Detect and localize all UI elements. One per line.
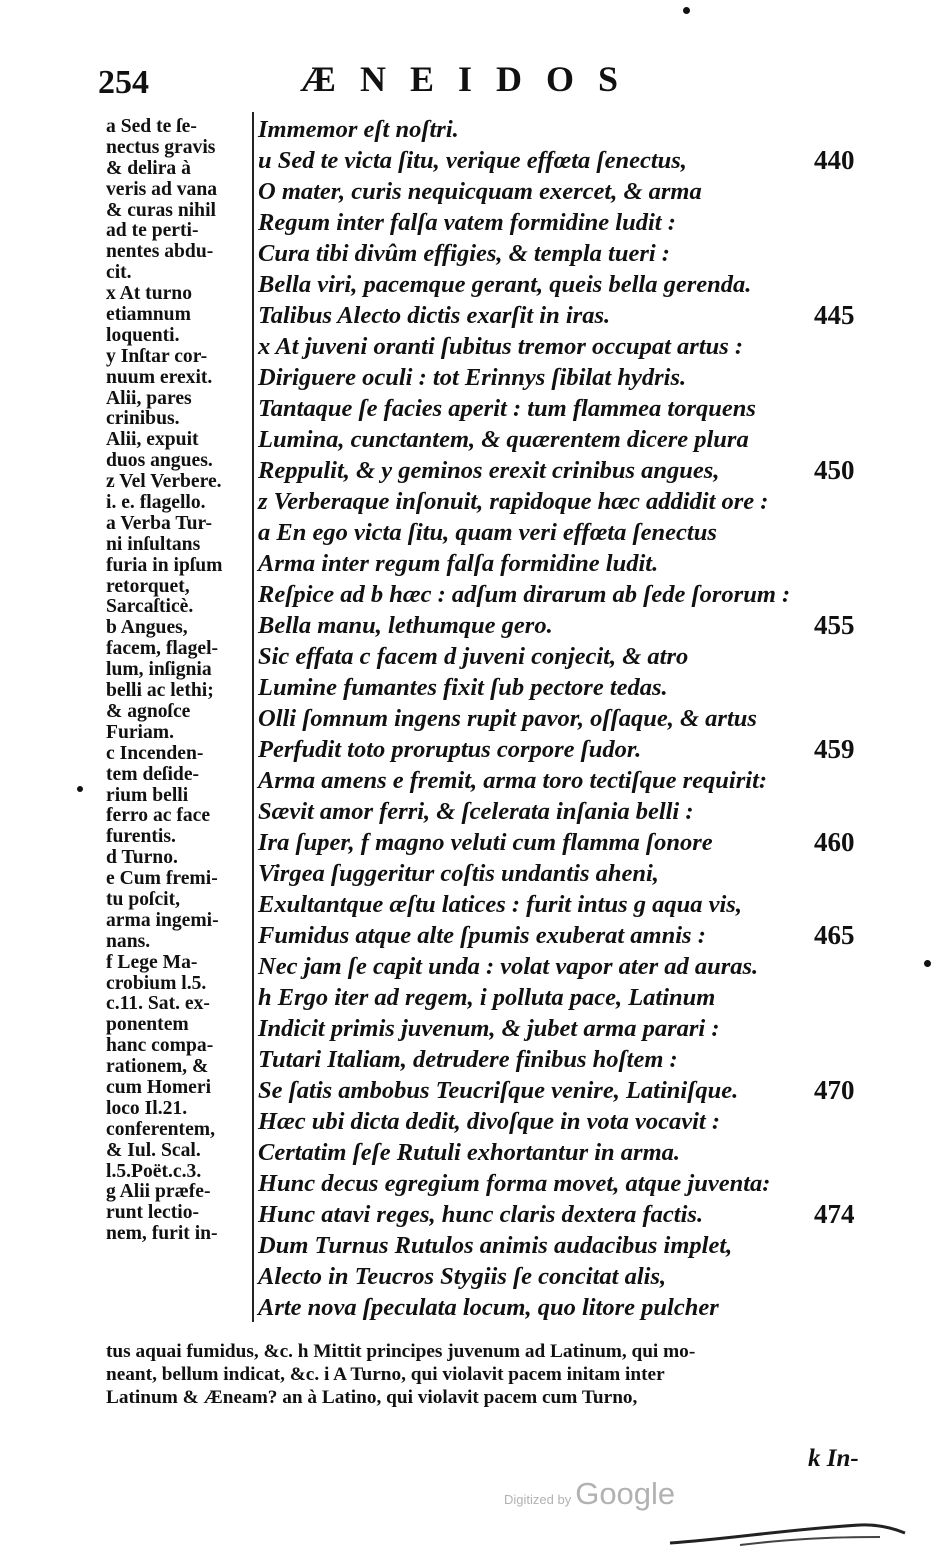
side-note-line: rium belli <box>106 785 189 806</box>
verse-line <box>258 114 868 145</box>
side-note-line: a Sed te ſe- <box>106 117 197 137</box>
verse-line <box>258 889 868 920</box>
verse-text: Cura tibi divûm effigies, & templa tueri : <box>258 240 670 267</box>
verse-text: Alecto in Teucros Stygiis ſe concitat alis, <box>258 1263 667 1290</box>
verse-text: Sævit amor ferri, & ſcelerata inſania belli : <box>258 798 694 825</box>
verse-line <box>258 982 868 1013</box>
verse-text: a En ego victa ſitu, quam veri effœta ſenectus <box>258 519 717 546</box>
verse-line <box>258 765 868 796</box>
verse-line <box>258 1199 868 1230</box>
footnote <box>106 1340 866 1409</box>
verse-text: x At juveni oranti ſubitus tremor occupat artus : <box>258 333 744 360</box>
verse-line <box>258 424 868 455</box>
side-notes <box>106 117 252 1245</box>
verse-text: Certatim ſeſe Rutuli exhortantur in arma. <box>258 1139 681 1166</box>
verse-text: Fumidus atque alte ſpumis exuberat amnis : <box>258 922 706 949</box>
verse-line <box>258 1137 868 1168</box>
verse-line <box>258 455 868 486</box>
line-number: 470 <box>814 1075 855 1105</box>
side-note-line: nans. <box>106 931 151 952</box>
column-divider <box>252 112 254 1322</box>
side-note-line: facem, flagel- <box>106 639 219 660</box>
verse-line <box>258 393 868 424</box>
line-number: 450 <box>814 455 855 485</box>
side-note-line: f Lege Ma- <box>106 952 198 973</box>
side-note-line: y Inſtar cor- <box>106 346 208 367</box>
verse-text: Sic effata c facem d juveni conjecit, & atro <box>258 643 689 670</box>
side-note-line: i. e. flagello. <box>106 493 206 514</box>
side-note-line: nem, furit in- <box>106 1224 218 1245</box>
side-note-line: & delira à <box>106 158 191 179</box>
verse-text: Ira ſuper, f magno veluti cum flamma ſonore <box>258 829 713 856</box>
verse-text: z Verberaque inſonuit, rapidoque hæc addidit ore : <box>258 488 769 515</box>
verse-line <box>258 548 868 579</box>
verse-column <box>258 114 868 1323</box>
side-note-line: tu poſcit, <box>106 889 181 910</box>
side-note-line: ad te perti- <box>106 221 199 242</box>
verse-line <box>258 362 868 393</box>
verse-text: Lumine fumantes fixit ſub pectore tedas. <box>258 674 668 701</box>
side-note-line: & Iul. Scal. <box>106 1140 201 1161</box>
verse-line <box>258 1075 868 1106</box>
verse-text: Talibus Alecto dictis exarſit in iras. <box>258 302 611 329</box>
line-number: 465 <box>814 920 855 950</box>
verse-line <box>258 331 868 362</box>
page-number: 254 <box>98 64 149 101</box>
verse-text: Nec jam ſe capit unda : volat vapor ater ad auras. <box>258 953 759 980</box>
verse-line <box>258 641 868 672</box>
side-note-line: hanc compa- <box>106 1036 214 1057</box>
verse-line <box>258 703 868 734</box>
side-note-line: lum, inſignia <box>106 660 212 681</box>
side-note-line: a Verba Tur- <box>106 513 212 534</box>
side-note-line: loco Il.21. <box>106 1098 188 1119</box>
footnote-line: neant, bellum indicat, &c. i A Turno, qui violavit pacem initam inter <box>106 1364 665 1385</box>
running-title: ÆNEIDOS <box>300 59 643 99</box>
verse-line <box>258 486 868 517</box>
side-note-line: g Alii præfe- <box>106 1182 211 1203</box>
ink-speck <box>77 786 83 792</box>
side-note-line: c Incenden- <box>106 743 204 764</box>
verse-text: Bella viri, pacemque gerant, queis bella gerenda. <box>258 271 752 298</box>
verse-line <box>258 238 868 269</box>
verse-text: Arte nova ſpeculata locum, quo litore pulcher <box>258 1294 719 1321</box>
side-note-line: furia in ipſum <box>106 555 223 576</box>
side-note-line: Furiam. <box>106 722 175 743</box>
side-note-line: veris ad vana <box>106 179 218 200</box>
verse-line <box>258 176 868 207</box>
verse-line <box>258 269 868 300</box>
verse-line <box>258 1013 868 1044</box>
side-note-line: tem deſide- <box>106 764 200 785</box>
verse-line <box>258 610 868 641</box>
catchword: k In- <box>808 1445 859 1472</box>
side-note-line: Alii, pares <box>106 388 192 409</box>
side-note-line: conferentem, <box>106 1119 215 1140</box>
line-number: 440 <box>814 145 855 175</box>
verse-text: Indicit primis juvenum, & jubet arma parari : <box>258 1015 720 1042</box>
verse-text: Perfudit toto proruptus corpore ſudor. <box>258 736 642 763</box>
verse-line <box>258 1230 868 1261</box>
side-note-line: z Vel Verbere. <box>106 472 222 493</box>
line-number: 445 <box>814 300 855 330</box>
line-number: 455 <box>814 610 855 640</box>
verse-text: Hæc ubi dicta dedit, divoſque in vota vocavit : <box>258 1108 721 1135</box>
verse-text: Exultantque æſtu latices : furit intus g aqua vis, <box>258 891 742 918</box>
side-note-line: x At turno <box>106 284 192 305</box>
side-note-line: & curas nihil <box>106 200 216 221</box>
side-note-line: & agnoſce <box>106 701 191 722</box>
side-note-line: cum Homeri <box>106 1077 212 1098</box>
line-number: 474 <box>814 1199 855 1229</box>
verse-line <box>258 145 868 176</box>
verse-text: Olli ſomnum ingens rupit pavor, oſſaque, & artus <box>258 705 757 732</box>
verse-text: Virgea ſuggeritur coſtis undantis aheni, <box>258 860 659 887</box>
verse-text: Diriguere oculi : tot Erinnys ſibilat hydris. <box>258 364 687 391</box>
verse-text: u Sed te victa ſitu, verique effœta ſenectus, <box>258 147 687 174</box>
side-note-line: ni inſultans <box>106 534 201 555</box>
footnote-line: Latinum & Æneam? an à Latino, qui violavit pacem cum Turno, <box>106 1387 638 1408</box>
side-note-line: c.11. Sat. ex- <box>106 994 210 1015</box>
side-note-line: nentes abdu- <box>106 242 214 263</box>
ink-speck <box>924 960 931 967</box>
side-note-line: l.5.Poët.c.3. <box>106 1161 202 1182</box>
side-note-line: b Angues, <box>106 618 188 639</box>
side-note-line: runt lectio- <box>106 1203 200 1224</box>
verse-text: Arma inter regum falſa formidine ludit. <box>258 550 659 577</box>
side-note-line: d Turno. <box>106 848 178 869</box>
verse-text: Tutari Italiam, detrudere finibus hoſtem : <box>258 1046 678 1073</box>
footnote-line: tus aquai fumidus, &c. h Mittit principes juvenum ad Latinum, qui mo- <box>106 1341 696 1362</box>
watermark-prefix: Digitized by <box>504 1492 572 1507</box>
verse-line <box>258 207 868 238</box>
side-note-line: arma ingemi- <box>106 910 219 931</box>
verse-text: Tantaque ſe facies aperit : tum flammea torquens <box>258 395 756 422</box>
verse-text: Reppulit, & y geminos erexit crinibus angues, <box>258 457 720 484</box>
side-note-line: loquenti. <box>106 325 180 346</box>
verse-line <box>258 827 868 858</box>
google-wordmark: Google <box>575 1476 676 1511</box>
verse-text: Lumina, cunctantem, & quærentem dicere plura <box>258 426 749 453</box>
side-note-line: nectus gravis <box>106 137 216 158</box>
side-note-line: crobium l.5. <box>106 973 207 994</box>
verse-text: Dum Turnus Rutulos animis audacibus implet, <box>258 1232 733 1259</box>
side-note-line: ferro ac face <box>106 806 211 827</box>
side-note-line: rationem, & <box>106 1057 209 1078</box>
page-edge-smudge <box>660 1509 910 1549</box>
verse-line <box>258 1292 868 1323</box>
verse-text: Immemor eſt noſtri. <box>258 116 459 143</box>
verse-text: Bella manu, lethumque gero. <box>258 612 553 639</box>
side-note-line: retorquet, <box>106 576 190 597</box>
verse-line <box>258 579 868 610</box>
digitized-watermark <box>504 1476 675 1512</box>
line-number: 459 <box>814 734 855 764</box>
verse-line <box>258 1044 868 1075</box>
verse-text: Se ſatis ambobus Teucriſque venire, Latiniſque. <box>258 1077 739 1104</box>
verse-text: Hunc decus egregium forma movet, atque juventa: <box>258 1170 771 1197</box>
verse-text: Arma amens e fremit, arma toro tectiſque requirit: <box>258 767 768 794</box>
verse-text: O mater, curis nequicquam exercet, & arma <box>258 178 702 205</box>
side-note-line: furentis. <box>106 827 176 848</box>
side-note-line: Alii, expuit <box>106 430 199 451</box>
verse-line <box>258 920 868 951</box>
verse-line <box>258 796 868 827</box>
ink-speck <box>683 7 690 14</box>
side-note-line: belli ac lethi; <box>106 681 214 702</box>
line-number: 460 <box>814 827 855 857</box>
side-note-line: e Cum fremi- <box>106 869 218 890</box>
verse-text: Reſpice ad b hæc : adſum dirarum ab ſede ſororum : <box>258 581 791 608</box>
verse-line <box>258 672 868 703</box>
verse-text: Regum inter falſa vatem formidine ludit : <box>258 209 676 236</box>
side-note-line: Sarcaſticè. <box>106 597 194 618</box>
verse-text: h Ergo iter ad regem, i polluta pace, Latinum <box>258 984 716 1011</box>
verse-line <box>258 517 868 548</box>
verse-line <box>258 1106 868 1137</box>
side-note-line: cit. <box>106 263 132 284</box>
verse-line <box>258 1261 868 1292</box>
side-note-line: nuum erexit. <box>106 367 213 388</box>
verse-text: Hunc atavi reges, hunc claris dextera factis. <box>258 1201 704 1228</box>
side-note-line: ponentem <box>106 1015 189 1036</box>
side-note-line: etiamnum <box>106 305 191 326</box>
verse-line <box>258 300 868 331</box>
verse-line <box>258 858 868 889</box>
verse-line <box>258 734 868 765</box>
side-note-line: duos angues. <box>106 451 213 472</box>
verse-line <box>258 1168 868 1199</box>
verse-line <box>258 951 868 982</box>
side-note-line: crinibus. <box>106 409 180 430</box>
